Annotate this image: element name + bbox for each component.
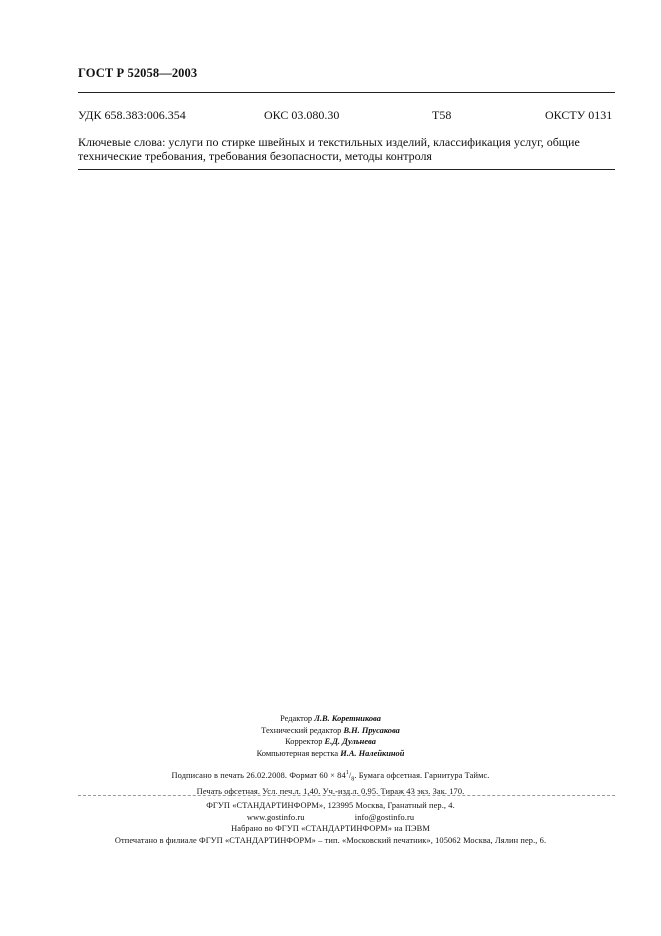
keywords-rule xyxy=(78,169,615,170)
t-code: Т58 xyxy=(432,108,452,122)
publisher-contacts xyxy=(223,812,438,824)
oks-code: ОКС 03.080.30 xyxy=(264,108,340,122)
print-paper-text: . Бумага офсетная. Гарнитура Таймс. xyxy=(354,770,490,780)
okstu-code: ОКСТУ 0131 xyxy=(545,108,613,122)
credit-name: Л.В. Коретникова xyxy=(314,714,381,723)
credit-editor xyxy=(0,713,661,725)
credit-role: Корректор xyxy=(285,737,323,746)
document-title: ГОСТ Р 52058—2003 xyxy=(78,66,198,80)
keywords-line-1: Ключевые слова: услуги по стирке швейных и текстильных изделий, классификация услуг, общие xyxy=(78,135,580,149)
credit-role: Компьютерная верстка xyxy=(256,748,339,758)
print-info-line-2: Печать офсетная. Усл. печ.л. 1,40. Уч.-изд.л. 0,95. Тираж 43 экз. Зак. 170. xyxy=(196,786,465,796)
keywords-line-2: технические требования, требования безопасности, методы контроля xyxy=(78,149,432,163)
credit-role: Редактор xyxy=(280,714,313,723)
printed-note: Отпечатано в филиале ФГУП «СТАНДАРТИНФОРМ» – тип. «Московский печатник», 105062 Москва, Лялин пер., 6. xyxy=(114,835,547,845)
keywords-paragraph xyxy=(78,135,615,163)
format-fraction-slash: / xyxy=(348,770,352,780)
format-fraction-numerator: 1 xyxy=(345,770,349,776)
print-info-block xyxy=(0,768,661,797)
format-fraction-denominator: 8 xyxy=(351,776,355,783)
credit-name: Е.Д. Дульнева xyxy=(324,737,376,746)
credit-role: Технический редактор xyxy=(261,725,342,735)
typeset-note: Набрано во ФГУП «СТАНДАРТИНФОРМ» на ПЭВМ xyxy=(231,824,430,833)
credit-layout xyxy=(0,748,661,760)
credit-name: В.Н. Прусакова xyxy=(343,725,400,735)
publisher-block xyxy=(0,800,661,846)
udk-code: УДК 658.383:006.354 xyxy=(78,108,186,122)
print-format-text: Подписано в печать 26.02.2008. Формат 60 × 84 xyxy=(171,770,346,780)
credit-name: И.А. Налейкиной xyxy=(340,748,405,758)
top-rule xyxy=(78,92,615,93)
publisher-address: ФГУП «СТАНДАРТИНФОРМ», 123995 Москва, Гранатный пер., 4. xyxy=(206,801,455,810)
publisher-website: www.gostinfo.ru xyxy=(246,812,305,822)
credits-block xyxy=(0,713,661,759)
credit-tech-editor xyxy=(0,725,661,737)
imprint-divider xyxy=(78,795,615,796)
print-info-line-1 xyxy=(0,768,661,786)
credit-corrector xyxy=(0,736,661,748)
publisher-email: info@gostinfo.ru xyxy=(354,812,415,822)
